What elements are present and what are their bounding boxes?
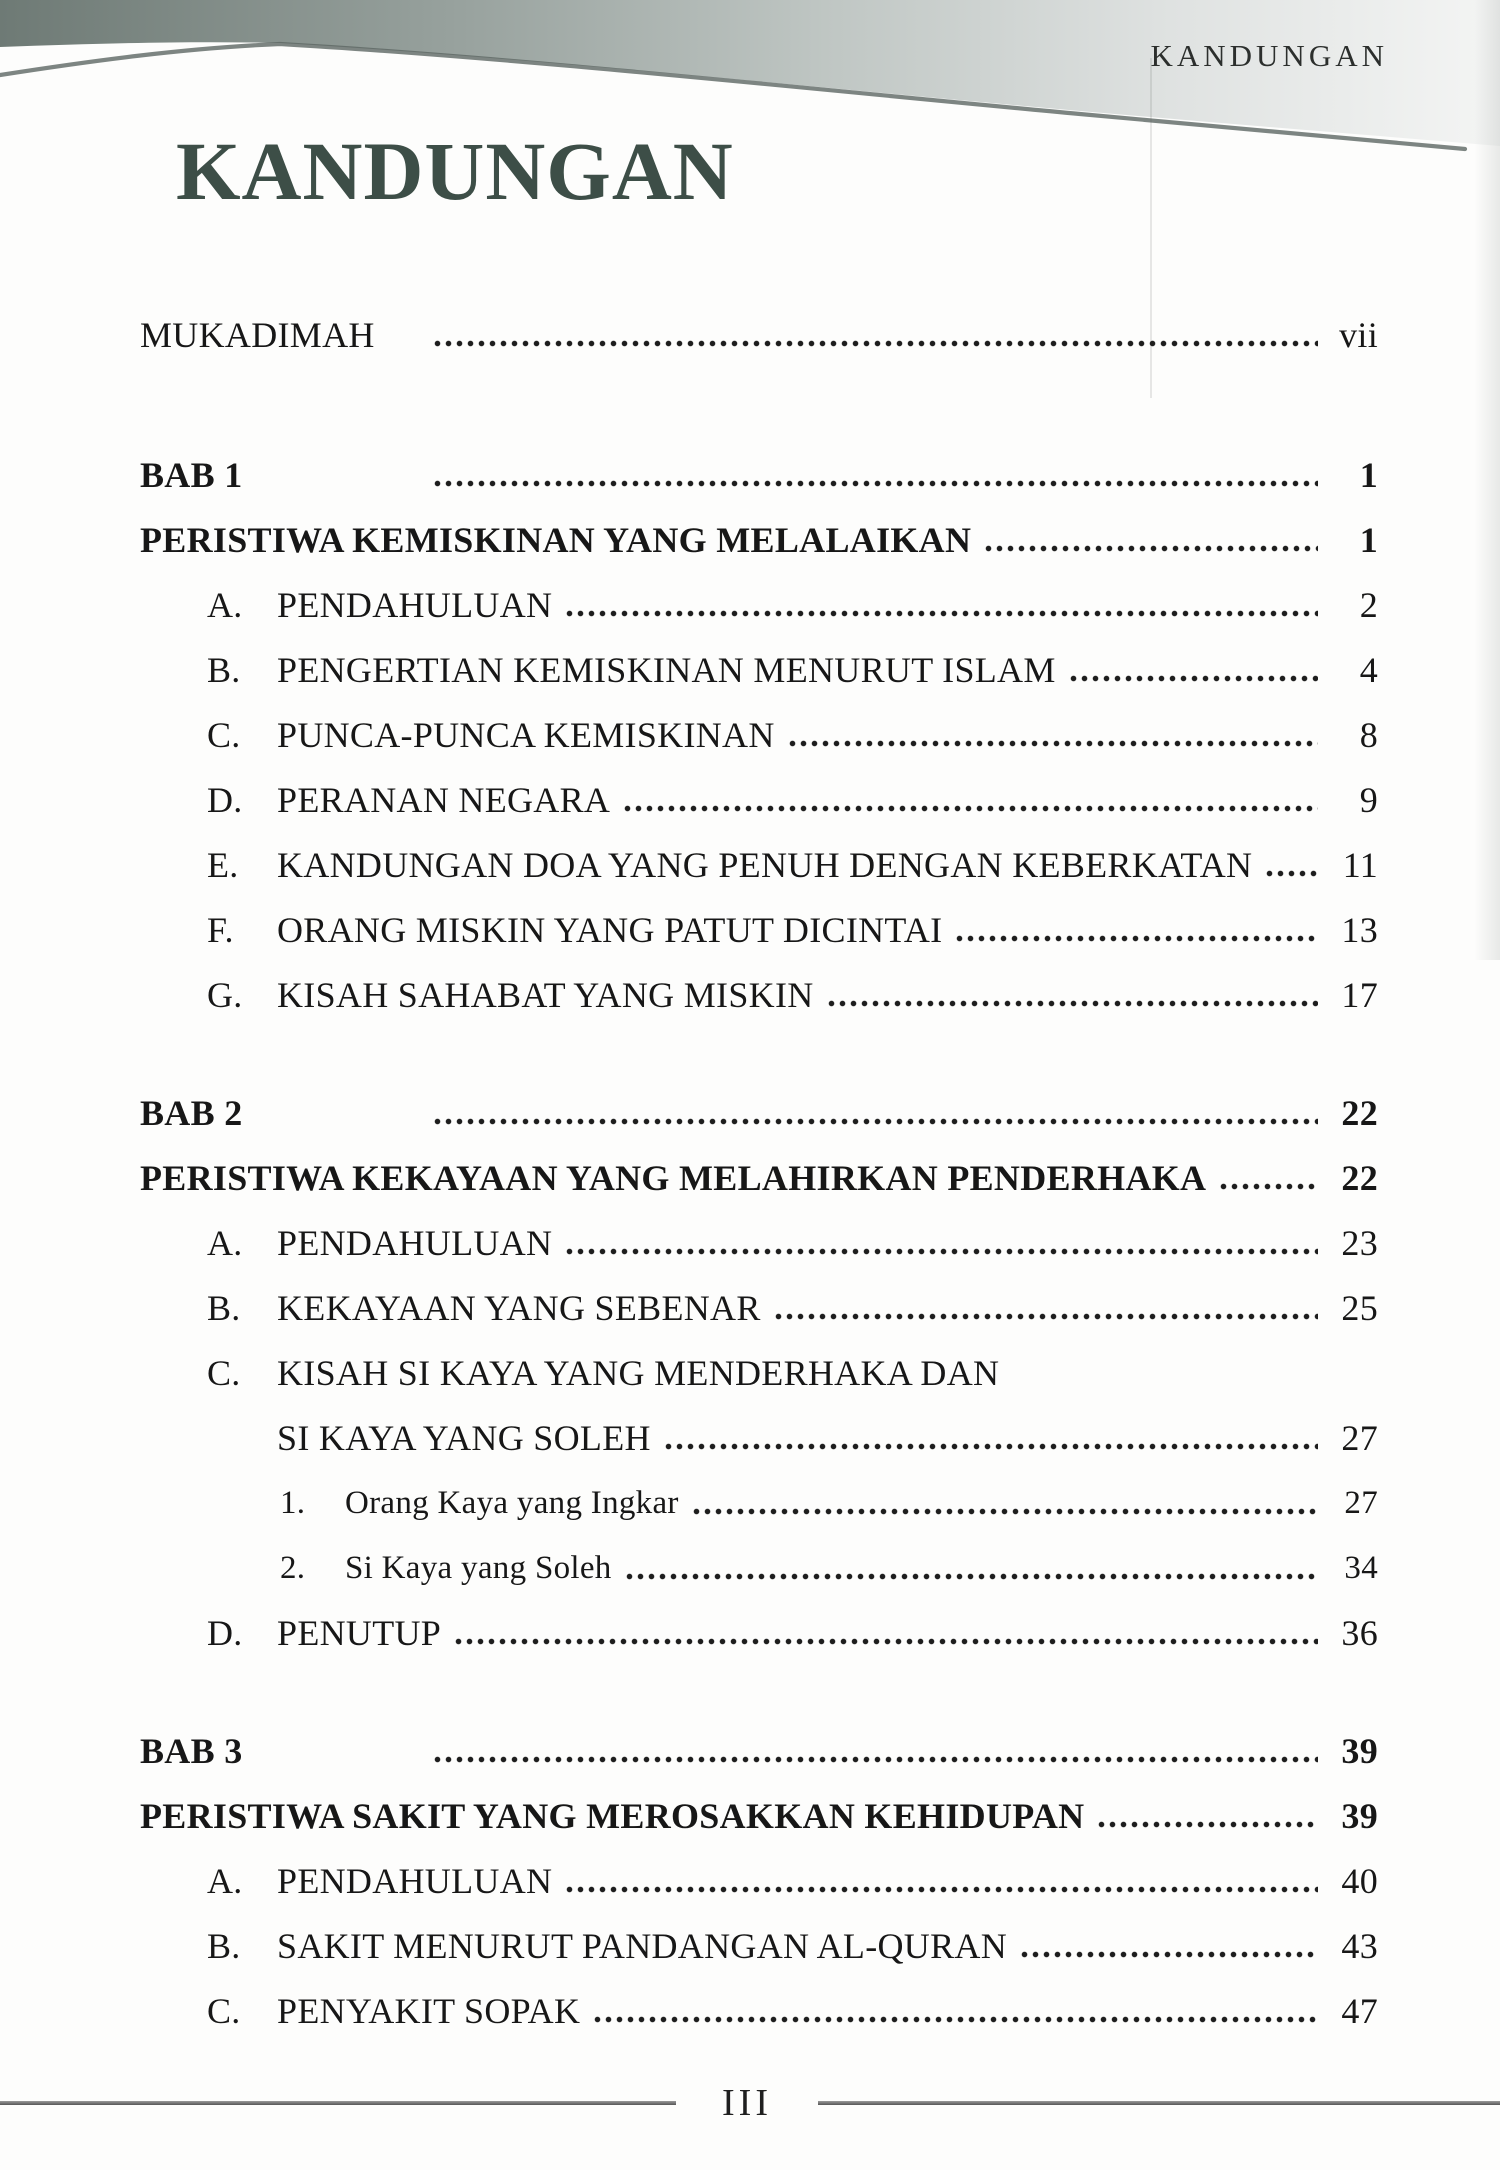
- toc-subitem-row: [140, 1548, 1378, 1588]
- toc-page-number: 36: [1341, 1613, 1378, 1653]
- toc-subitem-row: [140, 1483, 1378, 1523]
- toc-item-row: [140, 780, 1378, 820]
- toc-page-number: 2: [1359, 585, 1378, 625]
- toc-leader-dots: [1070, 674, 1318, 683]
- footer-rule-left: [0, 2101, 676, 2105]
- toc-item-letter: C.: [207, 1353, 241, 1393]
- page-title: KANDUNGAN: [176, 125, 734, 217]
- toc-page-number: 43: [1341, 1926, 1378, 1966]
- toc-subitem-text: Si Kaya yang Soleh: [345, 1550, 612, 1586]
- toc-chapter-title: PERISTIWA SAKIT YANG MEROSAKKAN KEHIDUPAN: [140, 1796, 1085, 1836]
- toc-item-text: SI KAYA YANG SOLEH: [277, 1418, 651, 1458]
- toc-chapter-title-row: [140, 1158, 1378, 1198]
- toc-page-number: 1: [1359, 520, 1378, 560]
- toc-leader-dots: [1220, 1182, 1318, 1191]
- toc-page-number: 39: [1341, 1796, 1378, 1836]
- toc-leader-dots: [434, 1755, 1318, 1764]
- toc-page-number: 47: [1341, 1991, 1378, 2031]
- footer-rule-right: [818, 2101, 1500, 2105]
- toc-leader-dots: [566, 1885, 1318, 1894]
- toc-chapter-title-row: [140, 520, 1378, 560]
- toc-item-letter: D.: [207, 1613, 243, 1653]
- toc-subitem-number: 1.: [280, 1485, 306, 1521]
- toc-item-letter: A.: [207, 1223, 243, 1263]
- toc-leader-dots: [1098, 1820, 1318, 1829]
- toc-page-number: 27: [1341, 1418, 1378, 1458]
- toc-item-text: PENUTUP: [277, 1613, 442, 1653]
- toc-item-text: PERANAN NEGARA: [277, 780, 611, 820]
- toc-leader-dots: [566, 1247, 1318, 1256]
- toc-leader-dots: [624, 804, 1318, 813]
- toc-item-row: [140, 1991, 1378, 2031]
- toc-item-continuation-row: [140, 1418, 1378, 1458]
- toc-leader-dots: [1021, 1950, 1318, 1959]
- toc-item-row: [140, 1926, 1378, 1966]
- toc-item-letter: C.: [207, 1991, 241, 2031]
- toc-leader-dots: [693, 1507, 1318, 1516]
- toc: [140, 315, 1378, 2056]
- toc-item-letter: B.: [207, 1288, 241, 1328]
- toc-leader-dots: [985, 544, 1318, 553]
- footer-page-number: III: [722, 2082, 772, 2124]
- toc-bab-label: BAB 3: [140, 1731, 243, 1771]
- toc-page-number: 23: [1341, 1223, 1378, 1263]
- toc-item-row: [140, 1861, 1378, 1901]
- toc-page-number: 4: [1359, 650, 1378, 690]
- toc-item-letter: B.: [207, 1926, 241, 1966]
- toc-page-number: 27: [1344, 1485, 1378, 1521]
- toc-leader-dots: [956, 934, 1318, 943]
- toc-chapter-title: PERISTIWA KEMISKINAN YANG MELALAIKAN: [140, 520, 972, 560]
- toc-page-number: 25: [1341, 1288, 1378, 1328]
- toc-item-text: KISAH SI KAYA YANG MENDERHAKA DAN: [277, 1353, 1000, 1393]
- toc-item-text: PUNCA-PUNCA KEMISKINAN: [277, 715, 775, 755]
- toc-item-row: [140, 715, 1378, 755]
- toc-page-number: vii: [1339, 315, 1378, 355]
- toc-item-text: PENDAHULUAN: [277, 1861, 553, 1901]
- toc-item-letter: A.: [207, 1861, 243, 1901]
- toc-item-text: SAKIT MENURUT PANDANGAN AL-QURAN: [277, 1926, 1007, 1966]
- toc-item-letter: G.: [207, 975, 243, 1015]
- toc-item-text: PENYAKIT SOPAK: [277, 1991, 581, 2031]
- toc-page-number: 22: [1341, 1158, 1378, 1198]
- toc-item-text: PENDAHULUAN: [277, 585, 553, 625]
- toc-leader-dots: [789, 739, 1318, 748]
- toc-chapter-title: PERISTIWA KEKAYAAN YANG MELAHIRKAN PENDERHAKA: [140, 1158, 1207, 1198]
- toc-entry-front: [140, 315, 1378, 355]
- toc-item-text: PENGERTIAN KEMISKINAN MENURUT ISLAM: [277, 650, 1056, 690]
- toc-chapter-title-row: [140, 1796, 1378, 1836]
- toc-item-row: [140, 1288, 1378, 1328]
- toc-item-text: KANDUNGAN DOA YANG PENUH DENGAN KEBERKATAN: [277, 845, 1253, 885]
- toc-item-letter: B.: [207, 650, 241, 690]
- toc-item-row: [140, 650, 1378, 690]
- toc-leader-dots: [566, 609, 1318, 618]
- toc-leader-dots: [455, 1637, 1318, 1646]
- toc-bab-label: BAB 2: [140, 1093, 243, 1133]
- toc-bab-row: [140, 1731, 1378, 1771]
- toc-item-letter: F.: [207, 910, 234, 950]
- toc-subitem-text: Orang Kaya yang Ingkar: [345, 1485, 679, 1521]
- toc-page-number: 13: [1341, 910, 1378, 950]
- toc-item-text: KISAH SAHABAT YANG MISKIN: [277, 975, 814, 1015]
- toc-item-row: [140, 585, 1378, 625]
- running-header: KANDUNGAN: [1150, 38, 1388, 73]
- toc-page-number: 1: [1359, 455, 1378, 495]
- toc-item-text: PENDAHULUAN: [277, 1223, 553, 1263]
- toc-page-number: 40: [1341, 1861, 1378, 1901]
- toc-page-number: 39: [1341, 1731, 1378, 1771]
- toc-subitem-number: 2.: [280, 1550, 306, 1586]
- toc-item-row: [140, 975, 1378, 1015]
- toc-leader-dots: [594, 2015, 1318, 2024]
- toc-item-letter: C.: [207, 715, 241, 755]
- page-footer: [0, 2080, 1500, 2126]
- toc-bab-label: BAB 1: [140, 455, 243, 495]
- toc-leader-dots: [434, 1117, 1318, 1126]
- toc-leader-dots: [626, 1572, 1318, 1581]
- toc-leader-dots: [434, 479, 1318, 488]
- toc-page-number: 22: [1341, 1093, 1378, 1133]
- toc-page-number: 34: [1344, 1550, 1378, 1586]
- toc-item-row: [140, 845, 1378, 885]
- toc-item-text: ORANG MISKIN YANG PATUT DICINTAI: [277, 910, 943, 950]
- toc-page-number: 17: [1341, 975, 1378, 1015]
- toc-leader-dots: [828, 999, 1318, 1008]
- toc-item-row: [140, 1613, 1378, 1653]
- toc-page-number: 11: [1342, 845, 1378, 885]
- toc-page-number: 9: [1359, 780, 1378, 820]
- toc-page-number: 8: [1359, 715, 1378, 755]
- toc-item-row: [140, 1353, 1378, 1393]
- toc-entry-label: MUKADIMAH: [140, 315, 375, 355]
- toc-bab-row: [140, 1093, 1378, 1133]
- toc-item-row: [140, 910, 1378, 950]
- toc-item-row: [140, 1223, 1378, 1263]
- toc-bab-row: [140, 455, 1378, 495]
- toc-item-letter: E.: [207, 845, 239, 885]
- toc-leader-dots: [775, 1312, 1318, 1321]
- toc-leader-dots: [665, 1442, 1318, 1451]
- toc-leader-dots: [434, 339, 1318, 348]
- toc-item-letter: A.: [207, 585, 243, 625]
- toc-item-letter: D.: [207, 780, 243, 820]
- toc-leader-dots: [1266, 869, 1318, 878]
- toc-item-text: KEKAYAAN YANG SEBENAR: [277, 1288, 761, 1328]
- scan-edge-shadow: [1474, 0, 1500, 960]
